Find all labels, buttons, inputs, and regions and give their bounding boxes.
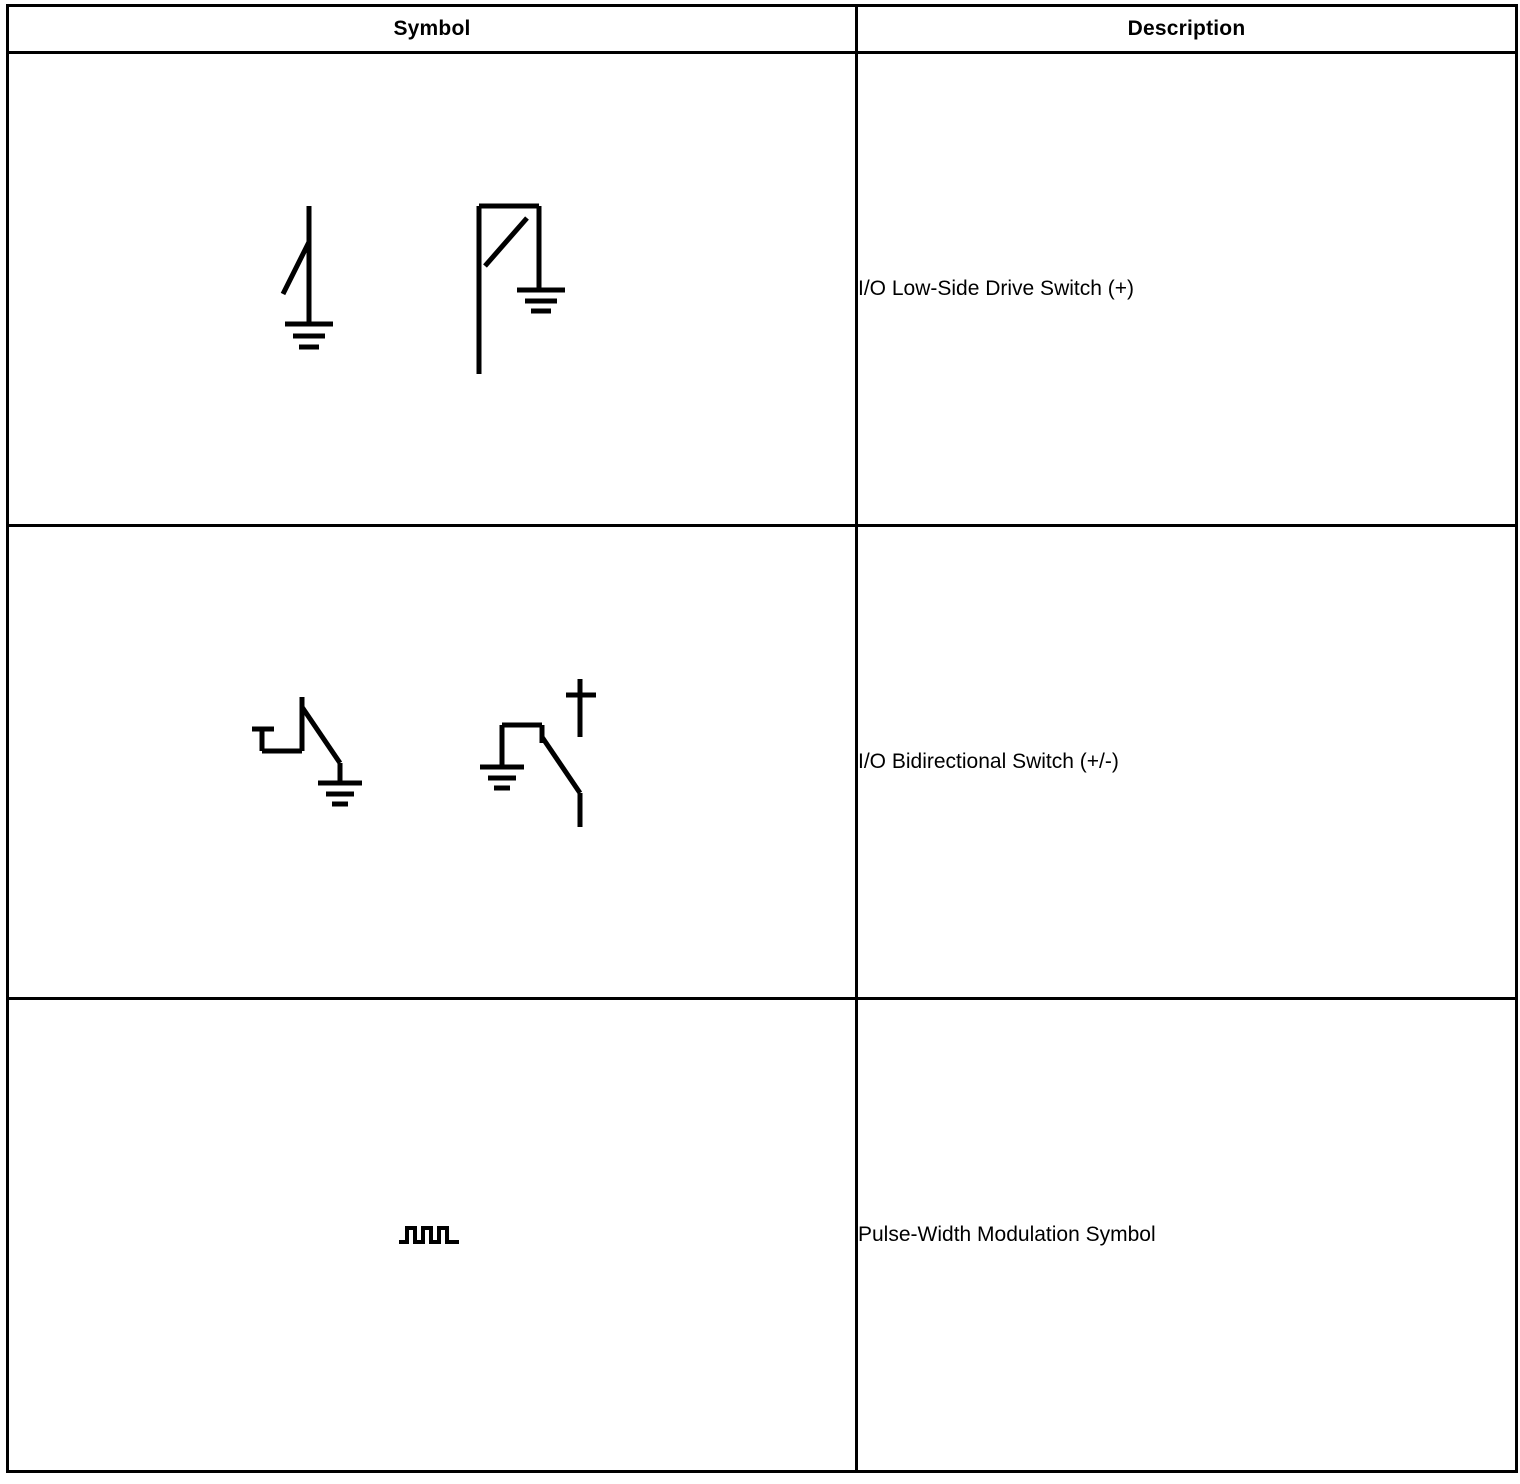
column-header-symbol: Symbol	[8, 6, 857, 53]
document-page	[0, 4, 1520, 1484]
symbol-cell-low-side-drive-switch	[8, 53, 857, 526]
symbol-group	[9, 194, 855, 384]
low-side-switch-boxed-icon	[465, 194, 615, 384]
description-text: I/O Low-Side Drive Switch (+)	[858, 277, 1134, 300]
description-cell-bidirectional-switch	[857, 526, 1517, 999]
symbol-cell-bidirectional-switch	[8, 526, 857, 999]
description-cell-pulse-width-modulation	[857, 999, 1517, 1472]
table-row	[8, 53, 1517, 526]
table-header	[8, 6, 1517, 53]
description-text: I/O Bidirectional Switch (+/-)	[858, 750, 1119, 773]
bidirectional-switch-left-icon	[244, 667, 384, 857]
header-row	[8, 6, 1517, 53]
description-cell-low-side-drive-switch	[857, 53, 1517, 526]
symbol-group	[9, 667, 855, 857]
table-row	[8, 999, 1517, 1472]
pwm-waveform-icon	[397, 1220, 467, 1250]
low-side-switch-open-icon	[249, 194, 369, 384]
bidirectional-switch-right-icon	[480, 667, 620, 857]
column-header-description: Description	[857, 6, 1517, 53]
description-text: Pulse-Width Modulation Symbol	[858, 1223, 1156, 1246]
table-row	[8, 526, 1517, 999]
symbol-group	[9, 1220, 855, 1250]
symbol-legend-table	[6, 4, 1518, 1473]
symbol-cell-pulse-width-modulation	[8, 999, 857, 1472]
table-body	[8, 53, 1517, 1472]
